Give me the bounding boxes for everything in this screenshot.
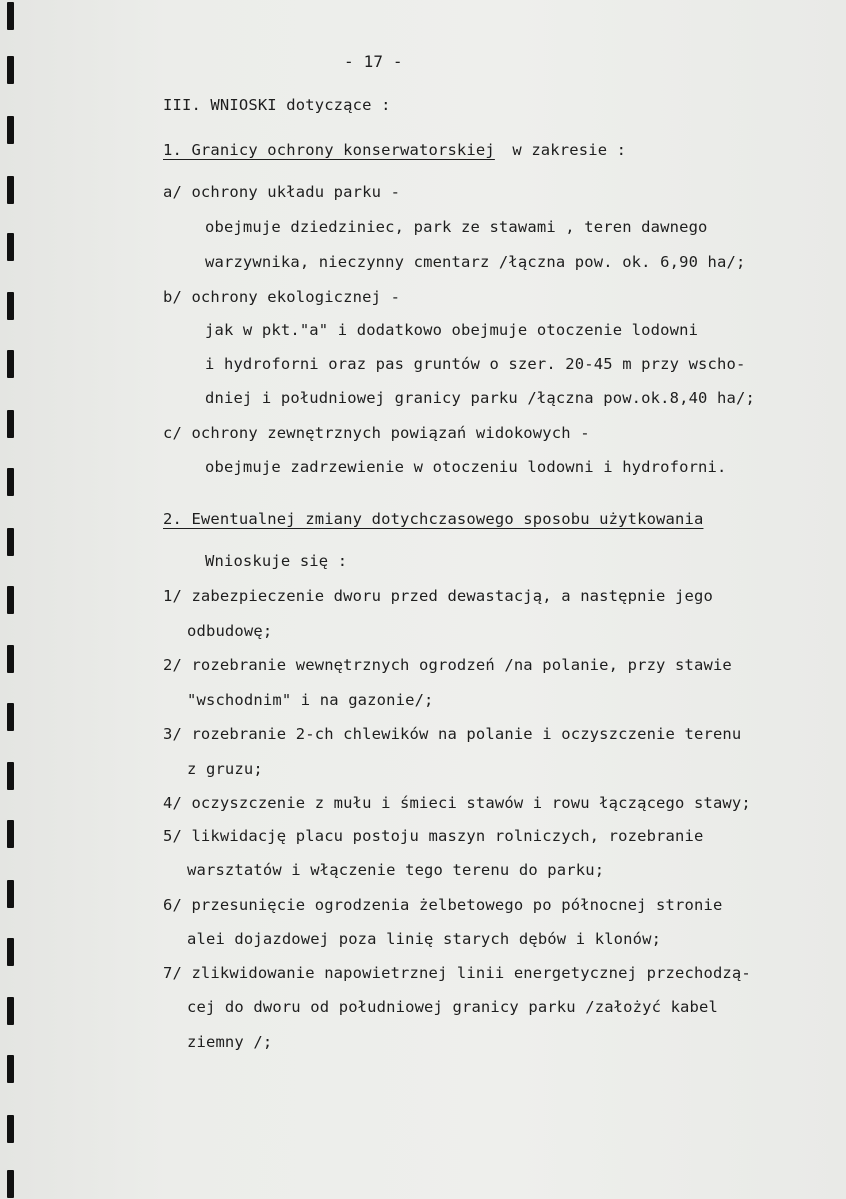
list-item: 4/ oczyszczenie z mułu i śmieci stawów i rowu łączącego stawy;: [163, 794, 751, 812]
list-item-continuation: z gruzu;: [187, 760, 263, 778]
list-item-continuation: alei dojazdowej poza linię starych dębów i klonów;: [187, 930, 662, 948]
list-item: 1/ zabezpieczenie dworu przed dewastacją, a następnie jego: [163, 587, 713, 605]
section1-title: 1. Granicy ochrony konserwatorskiej: [163, 141, 495, 159]
item-body-line: obejmuje dziedziniec, park ze stawami , teren dawnego: [205, 218, 708, 236]
list-item-continuation: ziemny /;: [187, 1033, 273, 1051]
item-label: c/ ochrony zewnętrznych powiązań widokowych -: [163, 424, 590, 442]
item-body-line: jak w pkt."a" i dodatkowo obejmuje otoczenie lodowni: [205, 321, 699, 339]
list-item: 7/ zlikwidowanie napowietrznej linii energetycznej przechodzą-: [163, 964, 751, 982]
binder-hole-mark: [7, 880, 14, 908]
list-item: 5/ likwidację placu postoju maszyn rolniczych, rozebranie: [163, 827, 704, 845]
binder-hole-mark: [7, 703, 14, 731]
binder-hole-mark: [7, 997, 14, 1025]
binder-hole-mark: [7, 233, 14, 261]
binder-hole-mark: [7, 56, 14, 84]
binder-hole-mark: [7, 820, 14, 848]
binder-hole-mark: [7, 762, 14, 790]
list-item-continuation: "wschodnim" i na gazonie/;: [187, 691, 434, 709]
binder-hole-mark: [7, 292, 14, 320]
section2-title: 2. Ewentualnej zmiany dotychczasowego sposobu użytkowania: [163, 510, 704, 528]
binder-hole-mark: [7, 176, 14, 204]
section-heading: III. WNIOSKI dotyczące :: [163, 96, 391, 114]
binder-hole-mark: [7, 468, 14, 496]
list-item-continuation: cej do dworu od południowej granicy parku /założyć kabel: [187, 998, 718, 1016]
item-body-line: obejmuje zadrzewienie w otoczeniu lodowni i hydroforni.: [205, 458, 727, 476]
item-body-line: i hydroforni oraz pas gruntów o szer. 20-45 m przy wscho-: [205, 355, 746, 373]
item-body-line: dniej i południowej granicy parku /łączna pow.ok.8,40 ha/;: [205, 389, 755, 407]
list-item: 6/ przesunięcie ogrodzenia żelbetowego po północnej stronie: [163, 896, 723, 914]
section2-intro: Wnioskuje się :: [205, 552, 348, 570]
binder-hole-mark: [7, 116, 14, 144]
binder-hole-mark: [7, 1115, 14, 1143]
list-item: 2/ rozebranie wewnętrznych ogrodzeń /na polanie, przy stawie: [163, 656, 732, 674]
section1-title-rest: w zakresie :: [512, 141, 627, 159]
binder-hole-mark: [7, 1055, 14, 1083]
binder-hole-mark: [7, 2, 14, 30]
binder-hole-mark: [7, 528, 14, 556]
item-body-line: warzywnika, nieczynny cmentarz /łączna pow. ok. 6,90 ha/;: [205, 253, 746, 271]
binder-hole-mark: [7, 410, 14, 438]
section2-title-line: [163, 509, 703, 529]
binder-hole-mark: [7, 350, 14, 378]
page-number: - 17 -: [344, 52, 403, 71]
item-label: a/ ochrony układu parku -: [163, 183, 401, 201]
binder-hole-mark: [7, 938, 14, 966]
list-item-continuation: odbudowę;: [187, 622, 273, 640]
binder-hole-mark: [7, 586, 14, 614]
section1-title-line: [163, 140, 626, 160]
list-item: 3/ rozebranie 2-ch chlewików na polanie i oczyszczenie terenu: [163, 725, 742, 743]
list-item-continuation: warsztatów i włączenie tego terenu do parku;: [187, 861, 605, 879]
binder-hole-mark: [7, 1170, 14, 1198]
binder-hole-mark: [7, 645, 14, 673]
item-label: b/ ochrony ekologicznej -: [163, 288, 401, 306]
